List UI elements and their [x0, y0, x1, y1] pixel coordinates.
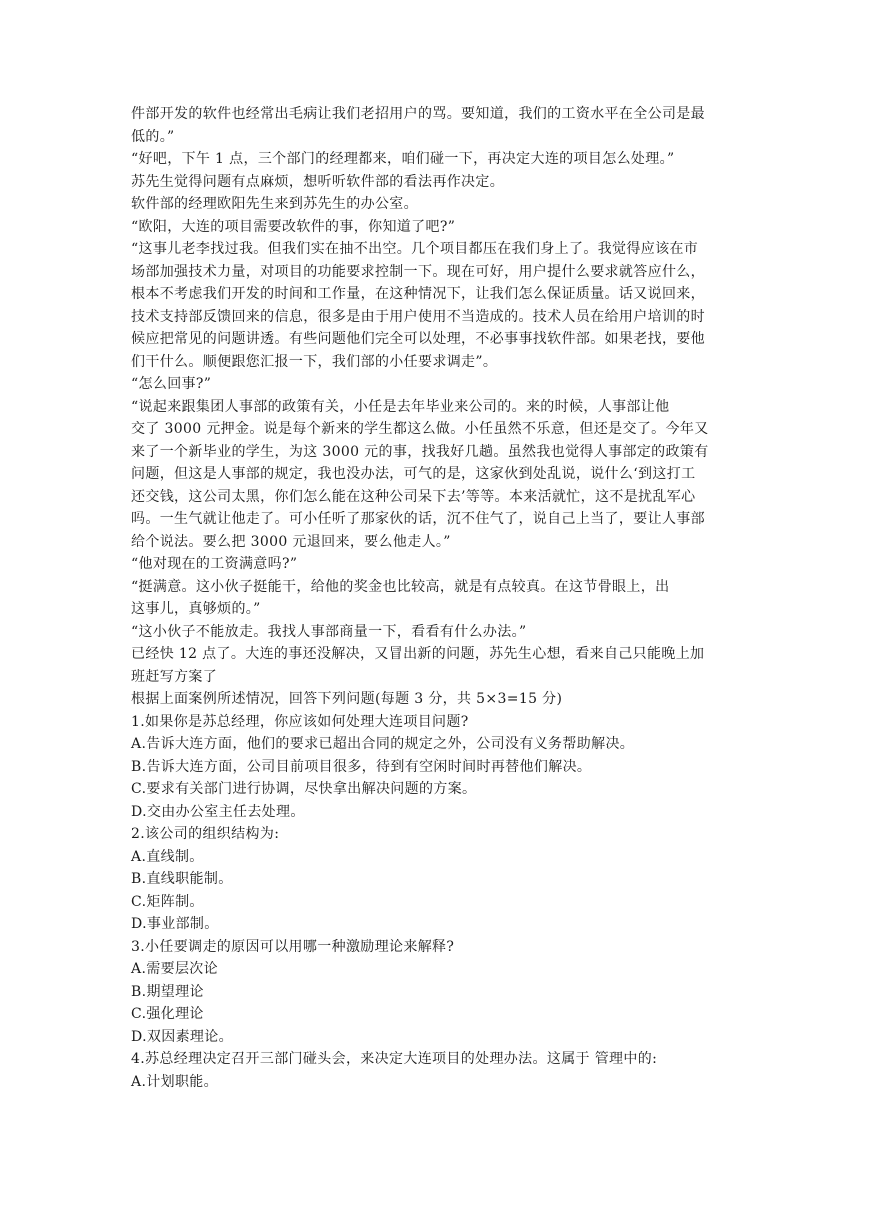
paragraph-line: “他对现在的工资满意吗?”	[131, 556, 298, 572]
paragraph-line: 件部开发的软件也经常出毛病让我们老招用户的骂。要知道，我们的工资水平在全公司是最	[131, 106, 705, 122]
paragraph-line: 软件部的经理欧阳先生来到苏先生的办公室。	[131, 196, 418, 212]
paragraph-line: “好吧，下午 1 点，三个部门的经理都来，咱们碰一下，再决定大连的项目怎么处理。”	[131, 151, 675, 167]
paragraph-line: “挺满意。这小伙子挺能干，给他的奖金也比较高，就是有点较真。在这节骨眼上，出	[131, 578, 670, 595]
question-4: 4.苏总经理决定召开三部门碰头会，来决定大连项目的处理办法。这属于 管理中的:	[131, 1051, 658, 1067]
paragraph-line: 吗。一生气就让他走了。可小任听了那家伙的话，沉不住气了，说自己上当了，要让人事部	[131, 511, 705, 527]
paragraph-line: 已经快 12 点了。大连的事还没解决，又冒出新的问题，苏先生心想，看来自己只能晚上加	[131, 646, 705, 662]
question-instruction: 根据上面案例所述情况，回答下列问题(每题 3 分，共 5×3=15 分)	[131, 691, 563, 707]
question-1-option-c: C.要求有关部门进行协调，尽快拿出解决问题的方案。	[131, 781, 477, 797]
question-4-option-a: A.计划职能。	[131, 1073, 219, 1090]
question-3-option-a: A.需要层次论	[131, 961, 219, 977]
question-3-option-c: C.强化理论	[131, 1006, 204, 1022]
question-2-option-c: C.矩阵制。	[131, 893, 204, 910]
paragraph-line: 场部加强技术力量，对项目的功能要求控制一下。现在可好，用户提什么要求就答应什么，	[131, 263, 705, 280]
paragraph-line: 候应把常见的问题讲透。有些问题他们完全可以处理，不必事事找软件部。如果老找，要他	[131, 331, 705, 347]
paragraph-line: 苏先生觉得问题有点麻烦，想听听软件部的看法再作决定。	[131, 173, 505, 190]
question-2: 2.该公司的组织结构为:	[131, 826, 280, 842]
paragraph-line: 还交钱，这公司太黑，你们怎么能在这种公司呆下去’等等。本来活就忙，这不是扰乱军心	[131, 488, 696, 505]
question-1: 1.如果你是苏总经理，你应该如何处理大连项目问题?	[131, 713, 469, 730]
question-3-option-d: D.双因素理论。	[131, 1028, 233, 1045]
paragraph-line: 们干什么。顺便跟您汇报一下，我们部的小任要求调走”。	[131, 353, 498, 370]
question-2-option-b: B.直线职能制。	[131, 871, 233, 887]
paragraph-line: 问题，但这是人事部的规定，我也没办法，可气的是，这家伙到处乱说，说什么‘到这打工	[131, 466, 696, 482]
question-2-option-a: A.直线制。	[131, 848, 204, 865]
paragraph-line: “说起来跟集团人事部的政策有关，小任是去年毕业来公司的。来的时候，人事部让他	[131, 398, 670, 415]
paragraph-line: 技术支持部反馈回来的信息，很多是由于用户使用不当造成的。技术人员在给用户培训的时	[131, 308, 705, 325]
question-2-option-d: D.事业部制。	[131, 916, 219, 932]
paragraph-line: “这小伙子不能放走。我找人事部商量一下，看看有什么办法。”	[131, 623, 527, 640]
question-3-option-b: B.期望理论	[131, 983, 204, 1000]
paragraph-line: “这事儿老李找过我。但我们实在抽不出空。几个项目都压在我们身上了。我觉得应该在市	[131, 241, 699, 257]
paragraph-line: “怎么回事?”	[131, 376, 212, 392]
paragraph-line: 班赶写方案了	[131, 668, 218, 685]
question-1-option-d: D.交由办公室主任去处理。	[131, 803, 305, 820]
paragraph-line: 低的。”	[131, 128, 175, 145]
paragraph-line: 给个说法。要么把 3000 元退回来，要么他走人。”	[131, 533, 451, 550]
question-1-option-b: B.告诉大连方面，公司目前项目很多，待到有空闲时间时再替他们解决。	[131, 758, 592, 775]
paragraph-line: 这事儿，真够烦的。”	[131, 601, 261, 617]
question-3: 3.小任要调走的原因可以用哪一种激励理论来解释?	[131, 938, 455, 955]
paragraph-line: 根本不考虑我们开发的时间和工作量，在这种情况下，让我们怎么保证质量。话又说回来，	[131, 286, 705, 302]
paragraph-line: “欧阳，大连的项目需要改软件的事，你知道了吧?”	[131, 218, 456, 235]
question-1-option-a: A.告诉大连方面，他们的要求已超出合同的规定之外，公司没有义务帮助解决。	[131, 736, 635, 752]
document-page	[131, 103, 741, 1093]
paragraph-line: 交了 3000 元押金。说是每个新来的学生都这么做。小任虽然不乐意，但还是交了。今年又	[131, 421, 709, 437]
paragraph-line: 来了一个新毕业的学生，为这 3000 元的事，找我好几趟。虽然我也觉得人事部定的政策有	[131, 443, 709, 460]
